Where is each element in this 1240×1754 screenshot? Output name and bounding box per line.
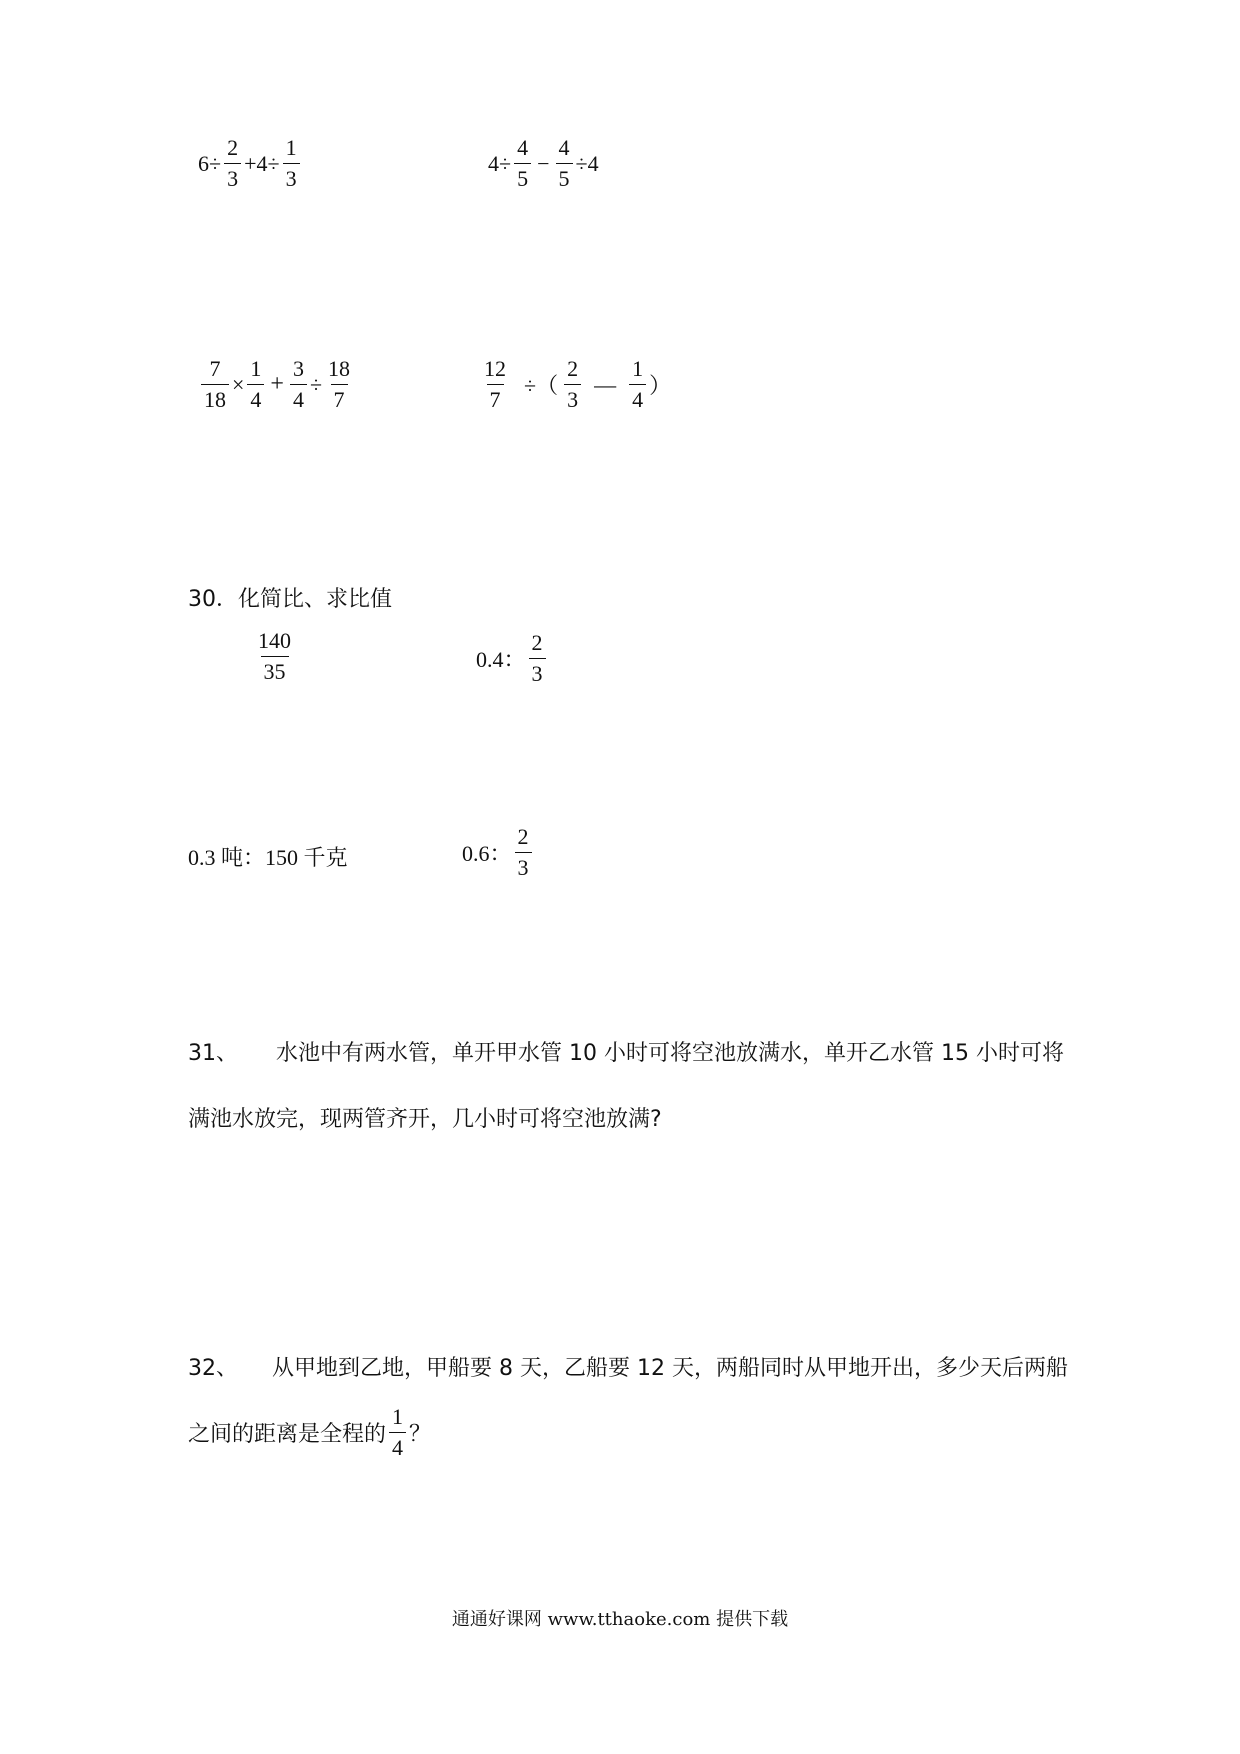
operator: — [594,371,617,397]
fraction [629,358,646,411]
close-paren: ） [649,373,672,398]
fraction [247,358,264,411]
numerator: 1 [632,356,644,381]
numerator: 1 [392,1403,404,1429]
fraction [529,632,546,685]
numerator: 1 [250,356,262,381]
fraction [514,137,531,190]
problem-text: ？ [409,1421,432,1447]
fraction [515,826,532,879]
fraction [564,358,581,411]
expr-text: ÷4 [575,150,599,176]
operator: ÷ [309,371,323,397]
numerator: 140 [258,628,291,653]
problem-line [188,1399,1068,1465]
expression-3 [198,358,356,411]
numerator: 1 [285,135,297,160]
numerator: 7 [209,356,221,381]
fraction [389,1403,406,1460]
operator: ÷（ [524,373,559,398]
denominator: 5 [514,163,531,190]
ratio-expression-1 [252,630,297,683]
denominator: 18 [201,384,229,411]
denominator: 3 [515,852,532,879]
expression-2 [488,137,599,190]
numerator: 2 [567,356,579,381]
denominator: 3 [564,384,581,411]
ratio-expression-3 [188,841,348,872]
ratio-expression-4 [462,826,535,879]
problem-number: 31、 [188,1040,238,1066]
problem-text: 水池中有两水管，单开甲水管 10 小时可将空池放满水，单开乙水管 15 小时可将 [276,1040,1064,1066]
problem-line [188,1333,1068,1399]
operator: × [232,371,245,397]
expression-1 [198,137,303,190]
fraction [283,137,300,190]
numerator: 4 [558,135,570,160]
denominator: 4 [247,384,264,411]
numerator: 18 [328,356,351,381]
denominator: 3 [529,658,546,685]
denominator: 5 [556,163,573,190]
expr-text: 4÷ [488,150,512,176]
fraction [290,358,307,411]
expr-text: 0.6： [462,841,512,866]
expression-4 [478,358,671,411]
footer-credit: 通通好课网 www.tthaoke.com 提供下载 [451,1609,789,1630]
numerator: 12 [484,356,506,381]
numerator: 3 [292,356,304,381]
problem-31 [188,1018,1068,1150]
denominator: 4 [389,1432,406,1459]
denominator: 35 [261,656,289,683]
expr-text: +4÷ [244,150,280,176]
expr-text: 0.3 吨：150 千克 [188,845,348,870]
fraction [556,137,573,190]
fraction [255,630,294,683]
numerator: 2 [227,135,239,160]
operator: − [537,150,550,176]
expr-text: 0.4： [476,647,526,672]
denominator: 4 [629,384,646,411]
operator: + [270,371,284,397]
problem-text: 满池水放完，现两管齐开，几小时可将空池放满? [188,1106,662,1132]
problem-32 [188,1333,1068,1465]
denominator: 3 [283,163,300,190]
numerator: 4 [517,135,529,160]
fraction [201,358,229,411]
fraction [481,358,509,411]
denominator: 7 [487,384,504,411]
numerator: 2 [531,630,543,655]
denominator: 7 [331,384,348,411]
problem-line [188,1084,1068,1150]
ratio-expression-2 [476,632,549,685]
denominator: 3 [224,163,241,190]
fraction [325,358,353,411]
problem-text: 从甲地到乙地，甲船要 8 天，乙船要 12 天，两船同时从甲地开出，多少天后两船 [272,1355,1068,1381]
numerator: 2 [517,824,529,849]
problem-text: 之间的距离是全程的 [188,1421,387,1447]
denominator: 4 [290,384,307,411]
expr-text: 6÷ [198,150,222,176]
section-30-title: 30．化简比、求比值 [188,587,392,612]
problem-line [188,1018,1068,1084]
problem-number: 32、 [188,1355,238,1381]
fraction [224,137,241,190]
